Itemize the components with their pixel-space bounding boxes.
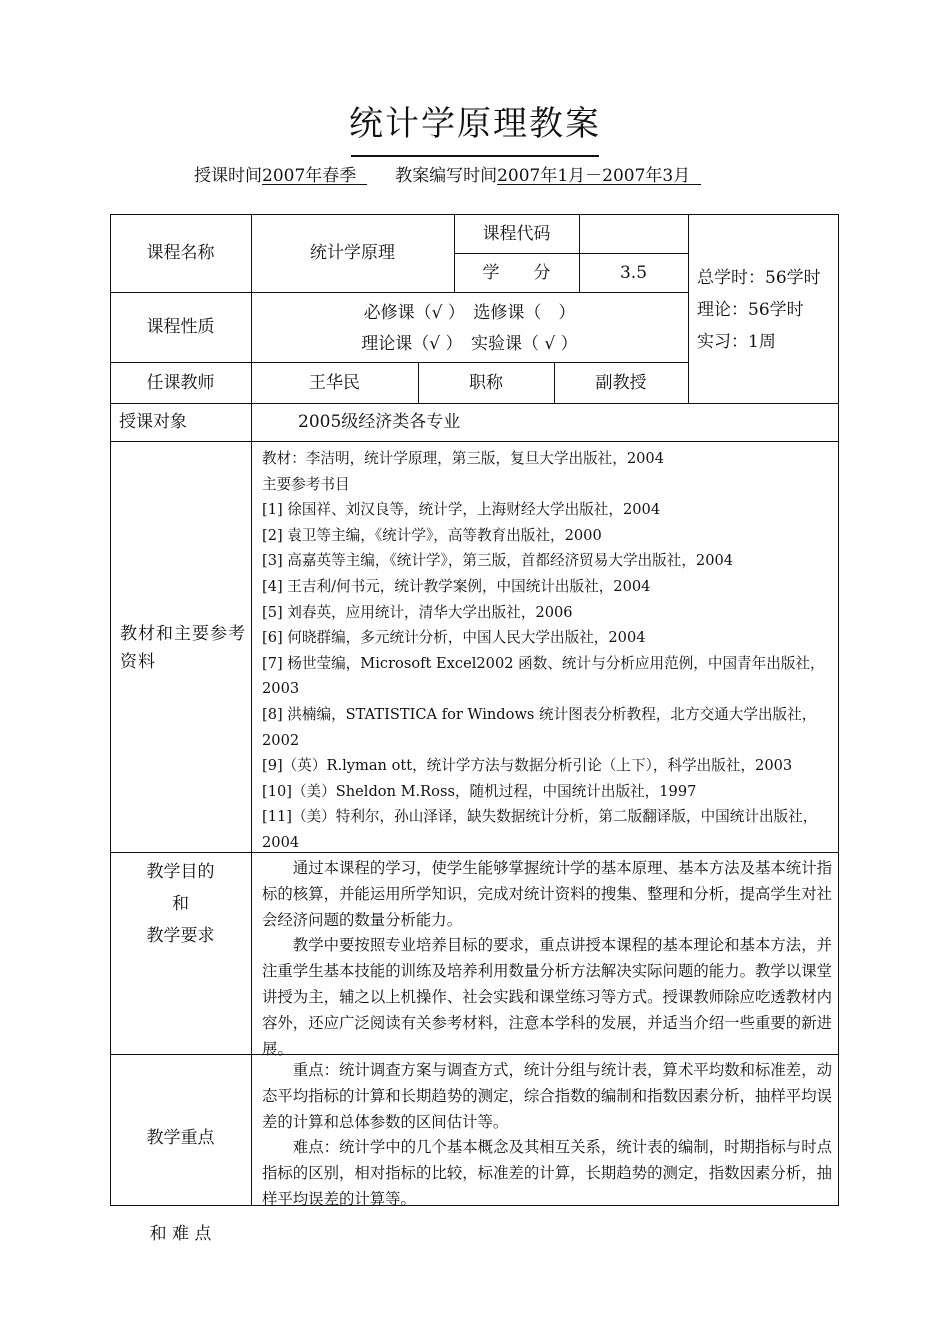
list-item: [2] 袁卫等主编，《统计学》，高等教育出版社，2000 [262,526,602,544]
course-nature-label: 课程性质 [146,317,215,337]
list-item: [11]（美）特利尔，孙山泽译，缺失数据统计分析，第二版翻译版，中国统计出版社，2004 [262,808,818,851]
focus-text [262,1058,832,1213]
audience-value: 2005级经济类各专业 [298,412,461,432]
theory-lab-line: 理论课（√ ） 实验课（ √ ） [361,334,578,354]
title-label: 职称 [469,372,503,393]
subtitle-line [194,163,701,189]
list-item: [4] 王吉利/何书元，统计教学案例，中国统计出版社，2004 [262,577,651,595]
title-underline [351,155,599,157]
list-item: [9]（英）R.lyman ott，统计学方法与数据分析引论（上下），科学出版社，2003 [262,757,793,775]
list-item: [8] 洪楠编，STATISTICA for Windows 统计图表分析教程，北方交通大学出版社，2002 [262,705,817,749]
audience-label: 授课对象 [119,412,187,432]
credit-label: 学 分 [482,262,551,283]
course-code-label: 课程代码 [482,223,551,244]
list-item: [6] 何晓群编，多元统计分析，中国人民大学出版社，2004 [262,629,646,647]
difficulty-paragraph: 难点：统计学中的几个基本概念及其相互关系，统计表的编制，时期指标与时点指标的区别，相对指标的比较，标准差的计算，长期趋势的测定，指数因素分析，抽样平均误差的计算等。 [262,1138,832,1208]
course-name-value: 统计学原理 [310,243,395,263]
page-title: 统计学原理教案 [349,104,601,144]
credit-value: 3.5 [619,262,648,283]
total-hours: 总学时：56学时 [697,268,821,288]
course-name-label: 课程名称 [146,243,215,263]
teach-time-label: 授课时间 [194,166,262,186]
goals-text [262,856,832,1062]
practice-duration: 实习：1周 [697,332,776,352]
goals-label: 教学目的 和 教学要求 [146,862,215,946]
theory-hours: 理论：56学时 [697,300,804,320]
list-item: [7] 杨世莹编，Microsoft Excel2002 函数、统计与分析应用范例，中国青年出版社，2003 [262,654,825,698]
course-nature-options [251,298,688,360]
write-time-value: 2007年1月－2007年3月 [497,166,691,186]
required-elective-line: 必修课（√ ） 选修课（ ） [363,303,576,323]
goals-paragraph: 教学中要按照专业培养目标的要求，重点讲授本课程的基本理论和基本方法，并注重学生基本技能的训练及培养利用数量分析方法解决实际问题的能力。教学以课堂讲授为主，辅之以上机操作、社会实践和课堂练习等方式。授课教师除应吃透教材内容外，还应广泛阅读有关参考材料，注意本学科的发展，并适当介绍一些重要的新进展。 [262,936,832,1058]
list-item: 教材：李洁明，统计学原理，第三版，复旦大学出版社，2004 [262,450,664,467]
focus-label: 教学重点 和 难 点 [146,1128,215,1244]
write-time-label: 教案编写时间 [395,166,498,186]
list-item: [10]（美）Sheldon M.Ross，随机过程，中国统计出版社，1997 [262,782,697,800]
teach-time-value: 2007年春季 [262,166,357,186]
list-item: [3] 高嘉英等主编，《统计学》，第三版，首都经济贸易大学出版社，2004 [262,552,734,570]
teacher-name: 王华民 [309,372,360,393]
list-item: [1] 徐国祥、刘汉良等，统计学，上海财经大学出版社，2004 [262,501,661,519]
list-item: 主要参考书目 [262,475,350,493]
materials-list [262,446,832,856]
teacher-label: 任课教师 [146,372,215,393]
goals-paragraph: 通过本课程的学习，使学生能够掌握统计学的基本原理、基本方法及基本统计指标的核算，并能运用所学知识，完成对统计资料的搜集、整理和分析，提高学生对社会经济问题的数量分析能力。 [262,859,832,929]
course-code-value [579,214,688,253]
hours-block [697,262,835,358]
list-item: [5] 刘春英，应用统计，清华大学出版社，2006 [262,603,573,621]
materials-label: 教材和主要参考资料 [120,624,246,672]
title-value: 副教授 [595,372,647,393]
focus-paragraph: 重点：统计调查方案与调查方式，统计分组与统计表，算术平均数和标准差，动态平均指标的计算和长期趋势的测定，综合指数的编制和指数因素分析，抽样平均误差的计算和总体参数的区间估计等。 [262,1061,832,1131]
